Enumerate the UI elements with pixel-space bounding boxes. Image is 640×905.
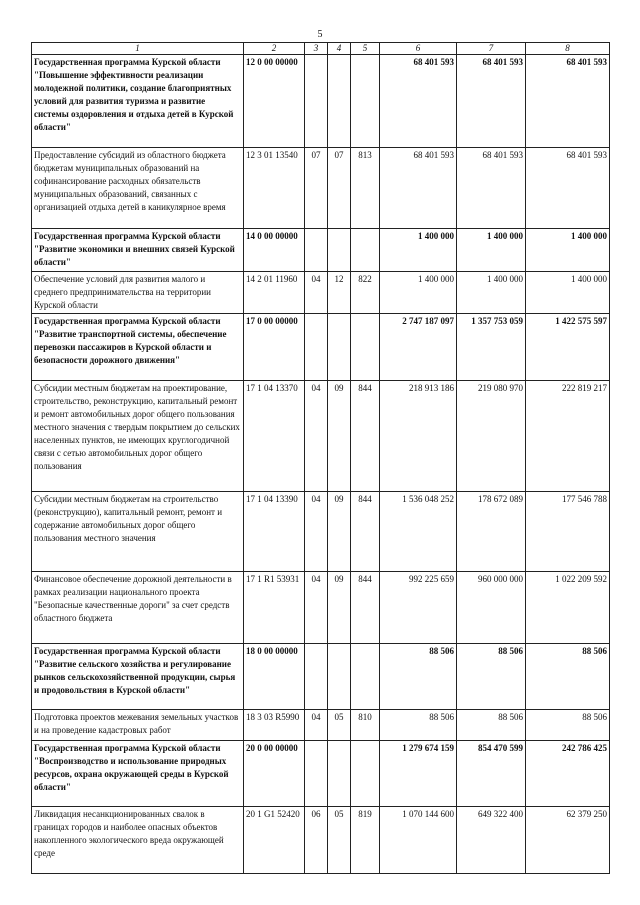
row-name-cell: Подготовка проектов межевания земельных участков и на проведение кадастровых работ — [32, 710, 244, 741]
column-header-4: 4 — [328, 43, 351, 55]
row-amount-3-cell: 88 506 — [526, 644, 610, 710]
row-dept-cell: 822 — [351, 272, 380, 314]
row-amount-1-cell: 1 070 144 600 — [380, 807, 457, 874]
row-dept-cell — [351, 644, 380, 710]
row-amount-2-cell: 88 506 — [457, 644, 526, 710]
row-section-cell — [305, 741, 328, 807]
row-dept-cell: 844 — [351, 492, 380, 572]
row-dept-cell — [351, 741, 380, 807]
column-header-2: 2 — [244, 43, 305, 55]
item-row — [32, 492, 610, 572]
row-amount-1-cell: 992 225 659 — [380, 572, 457, 644]
row-section-cell — [305, 314, 328, 381]
row-subsection-cell — [328, 55, 351, 148]
row-subsection-cell: 09 — [328, 492, 351, 572]
row-amount-1-cell: 1 279 674 159 — [380, 741, 457, 807]
row-name-cell: Субсидии местным бюджетам на строительство (реконструкцию), капитальный ремонт, ремонт и содержание автомобильных дорог общего пользования местного значения — [32, 492, 244, 572]
row-code-cell: 14 0 00 00000 — [244, 229, 305, 272]
row-name-cell: Государственная программа Курской области "Развитие транспортной системы, обеспечение перевозки пассажиров в Курской области и безопасности дорожного движения" — [32, 314, 244, 381]
row-amount-3-cell: 68 401 593 — [526, 148, 610, 229]
program-row — [32, 55, 610, 148]
row-amount-3-cell: 222 819 217 — [526, 381, 610, 492]
row-code-cell: 20 0 00 00000 — [244, 741, 305, 807]
row-section-cell: 04 — [305, 272, 328, 314]
row-amount-3-cell: 1 400 000 — [526, 229, 610, 272]
column-header-5: 5 — [351, 43, 380, 55]
row-subsection-cell: 12 — [328, 272, 351, 314]
row-amount-2-cell: 68 401 593 — [457, 148, 526, 229]
row-amount-2-cell: 1 357 753 059 — [457, 314, 526, 381]
row-subsection-cell — [328, 314, 351, 381]
program-row — [32, 229, 610, 272]
row-section-cell: 04 — [305, 572, 328, 644]
row-section-cell — [305, 55, 328, 148]
row-name-cell: Государственная программа Курской области "Развитие сельского хозяйства и регулирование рынков сельскохозяйственной продукции, сырья и продовольствия в Курской области" — [32, 644, 244, 710]
row-amount-1-cell: 218 913 186 — [380, 381, 457, 492]
row-amount-1-cell: 1 400 000 — [380, 229, 457, 272]
row-amount-1-cell: 2 747 187 097 — [380, 314, 457, 381]
row-section-cell — [305, 644, 328, 710]
row-amount-3-cell: 1 400 000 — [526, 272, 610, 314]
item-row — [32, 272, 610, 314]
row-section-cell: 04 — [305, 381, 328, 492]
row-name-cell: Ликвидация несанкционированных свалок в границах городов и наиболее опасных объектов накопленного экологического вреда окружающей среде — [32, 807, 244, 874]
program-row — [32, 741, 610, 807]
row-section-cell: 07 — [305, 148, 328, 229]
row-dept-cell: 819 — [351, 807, 380, 874]
row-amount-2-cell: 178 672 089 — [457, 492, 526, 572]
item-row — [32, 381, 610, 492]
row-amount-1-cell: 68 401 593 — [380, 55, 457, 148]
row-name-cell: Финансовое обеспечение дорожной деятельности в рамках реализации национального проекта "Безопасные качественные дороги" за счет средств областного бюджета — [32, 572, 244, 644]
row-amount-2-cell: 219 080 970 — [457, 381, 526, 492]
row-subsection-cell — [328, 229, 351, 272]
column-header-8: 8 — [526, 43, 610, 55]
row-code-cell: 17 1 R1 53931 — [244, 572, 305, 644]
row-amount-3-cell: 1 422 575 597 — [526, 314, 610, 381]
column-number-row — [32, 43, 610, 55]
budget-table — [31, 42, 610, 874]
row-amount-3-cell: 62 379 250 — [526, 807, 610, 874]
row-dept-cell: 810 — [351, 710, 380, 741]
row-subsection-cell — [328, 644, 351, 710]
row-name-cell: Предоставление субсидий из областного бюджета бюджетам муниципальных образований на софинансирование расходных обязательств муниципальных образований, связанных с организацией отдыха детей в каникулярное время — [32, 148, 244, 229]
row-amount-2-cell: 854 470 599 — [457, 741, 526, 807]
row-amount-3-cell: 1 022 209 592 — [526, 572, 610, 644]
row-name-cell: Обеспечение условий для развития малого и среднего предпринимательства на территории Курской области — [32, 272, 244, 314]
row-name-cell: Государственная программа Курской области "Повышение эффективности реализации молодежной политики, создание благоприятных условий для развития туризма и развитие системы оздоровления и отдыха детей в Курской области" — [32, 55, 244, 148]
page-number: 5 — [317, 29, 323, 40]
row-amount-2-cell: 88 506 — [457, 710, 526, 741]
row-amount-3-cell: 88 506 — [526, 710, 610, 741]
row-section-cell: 04 — [305, 710, 328, 741]
row-name-cell: Субсидии местным бюджетам на проектирование, строительство, реконструкцию, капитальный ремонт и ремонт автомобильных дорог общего пользования местного значения с твердым покрытием до сельских населенных пунктов, не имеющих круглогодичной связи с сетью автомобильных дорог общего пользования — [32, 381, 244, 492]
row-subsection-cell — [328, 741, 351, 807]
row-amount-2-cell: 960 000 000 — [457, 572, 526, 644]
item-row — [32, 710, 610, 741]
row-name-cell: Государственная программа Курской области "Развитие экономики и внешних связей Курской области" — [32, 229, 244, 272]
row-dept-cell: 844 — [351, 381, 380, 492]
row-code-cell: 17 0 00 00000 — [244, 314, 305, 381]
item-row — [32, 572, 610, 644]
program-row — [32, 644, 610, 710]
row-amount-3-cell: 177 546 788 — [526, 492, 610, 572]
row-subsection-cell: 07 — [328, 148, 351, 229]
row-name-cell: Государственная программа Курской области "Воспроизводство и использование природных ресурсов, охрана окружающей среды в Курской области" — [32, 741, 244, 807]
row-amount-2-cell: 68 401 593 — [457, 55, 526, 148]
row-code-cell: 17 1 04 13390 — [244, 492, 305, 572]
row-amount-2-cell: 649 322 400 — [457, 807, 526, 874]
row-dept-cell: 813 — [351, 148, 380, 229]
row-section-cell: 06 — [305, 807, 328, 874]
item-row — [32, 807, 610, 874]
row-section-cell: 04 — [305, 492, 328, 572]
row-code-cell: 18 3 03 R5990 — [244, 710, 305, 741]
row-amount-1-cell: 88 506 — [380, 644, 457, 710]
row-subsection-cell: 05 — [328, 710, 351, 741]
row-amount-2-cell: 1 400 000 — [457, 229, 526, 272]
row-amount-2-cell: 1 400 000 — [457, 272, 526, 314]
row-code-cell: 12 0 00 00000 — [244, 55, 305, 148]
row-code-cell: 18 0 00 00000 — [244, 644, 305, 710]
column-header-7: 7 — [457, 43, 526, 55]
row-subsection-cell: 09 — [328, 572, 351, 644]
row-amount-3-cell: 242 786 425 — [526, 741, 610, 807]
row-code-cell: 12 3 01 13540 — [244, 148, 305, 229]
row-amount-1-cell: 1 400 000 — [380, 272, 457, 314]
column-header-6: 6 — [380, 43, 457, 55]
row-subsection-cell: 05 — [328, 807, 351, 874]
row-amount-1-cell: 1 536 048 252 — [380, 492, 457, 572]
row-amount-3-cell: 68 401 593 — [526, 55, 610, 148]
column-header-1: 1 — [32, 43, 244, 55]
row-amount-1-cell: 68 401 593 — [380, 148, 457, 229]
row-code-cell: 20 1 G1 52420 — [244, 807, 305, 874]
row-dept-cell: 844 — [351, 572, 380, 644]
row-dept-cell — [351, 229, 380, 272]
row-dept-cell — [351, 314, 380, 381]
item-row — [32, 148, 610, 229]
row-amount-1-cell: 88 506 — [380, 710, 457, 741]
row-subsection-cell: 09 — [328, 381, 351, 492]
column-header-3: 3 — [305, 43, 328, 55]
row-dept-cell — [351, 55, 380, 148]
row-code-cell: 17 1 04 13370 — [244, 381, 305, 492]
row-code-cell: 14 2 01 11960 — [244, 272, 305, 314]
program-row — [32, 314, 610, 381]
row-section-cell — [305, 229, 328, 272]
